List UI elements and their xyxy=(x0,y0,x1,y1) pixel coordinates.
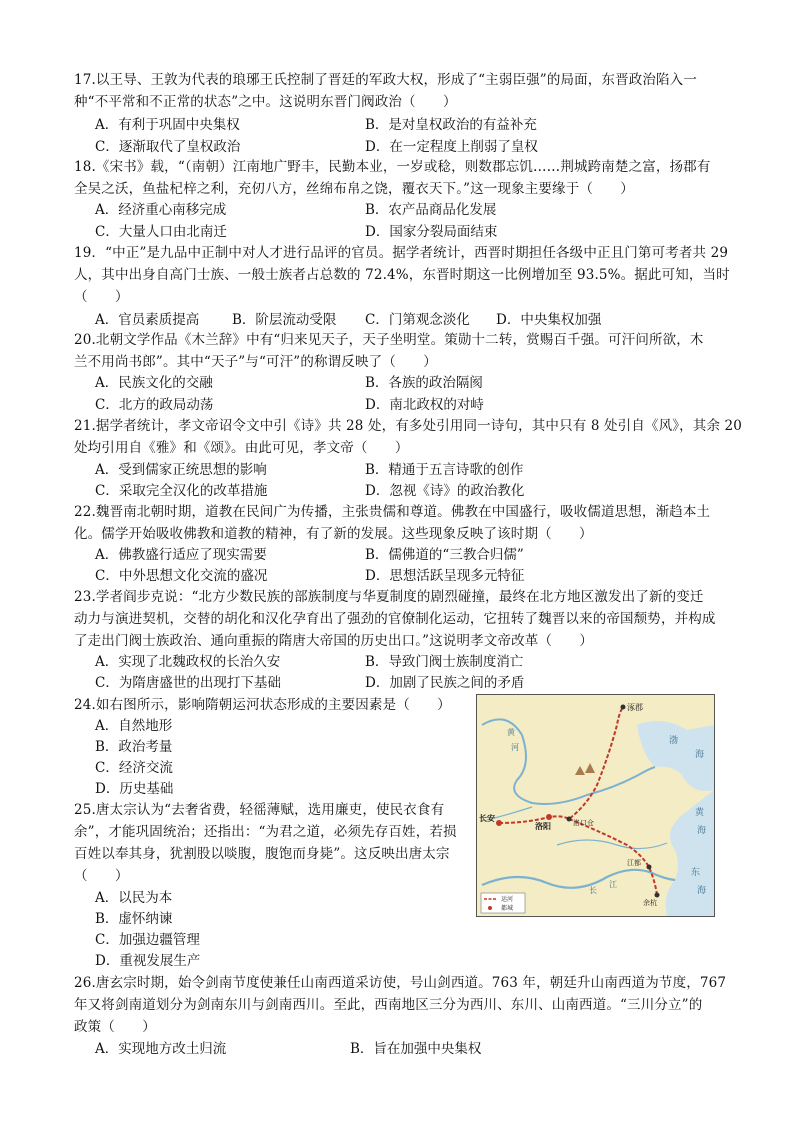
label-hai-3: 海 xyxy=(697,886,707,896)
q18-option-c: C．大量人口由北南迁 xyxy=(95,224,227,240)
label-luoyang: 洛阳 xyxy=(535,822,551,831)
q21-stem-line2: 处均引用自《雅》和《颂》。由此可见，孝文帝（ ） xyxy=(74,440,409,456)
q24-option-a: A．自然地形 xyxy=(95,718,173,734)
q22-option-a: A．佛教盛行适应了现实需要 xyxy=(95,547,267,563)
city-dot-yuhang xyxy=(655,893,660,898)
q21-stem-line1: 21.据学者统计，孝文帝诏令文中引《诗》共 28 处，有多处引用同一诗句，其中只有 8 处引自《风》，其余 20 xyxy=(74,418,743,434)
sui-canal-map xyxy=(476,694,715,917)
label-yuhang: 余杭 xyxy=(643,899,657,907)
q17-option-c: C．逐渐取代了皇权政治 xyxy=(95,139,241,155)
q23-option-a: A．实现了北魏政权的长治久安 xyxy=(95,654,281,670)
city-dot-luokou xyxy=(567,817,572,822)
q23-option-d: D．加剧了民族之间的矛盾 xyxy=(365,675,525,691)
q26-stem-line3: 政策（ ） xyxy=(74,1019,156,1035)
q25-option-c: C．加强边疆管理 xyxy=(95,932,200,948)
q21-option-b: B．精通于五言诗歌的创作 xyxy=(365,462,524,478)
q22-option-c: C．中外思想文化交流的盛况 xyxy=(95,568,268,584)
legend-capital-label: 都城 xyxy=(501,905,514,912)
q26-stem-line2: 年又将剑南道划分为剑南东川与剑南西川。至此，西南地区三分为西川、东川、山南西道。“三川分立”的 xyxy=(74,997,703,1013)
q25-option-b: B．虚怀纳谏 xyxy=(95,911,173,927)
label-he-river: 河 xyxy=(511,743,519,752)
label-dong: 东 xyxy=(691,868,701,878)
map-drawing xyxy=(477,695,714,916)
label-hai-1: 海 xyxy=(695,750,705,760)
q20-stem-line1: 20.北朝文学作品《木兰辞》中有“归来见天子，天子坐明堂。策勋十二转，赏赐百千强。可汗问所欲，木 xyxy=(74,332,704,348)
q20-option-a: A．民族文化的交融 xyxy=(95,375,213,391)
q25-stem-line3: 百姓以奉其身，犹割股以啖腹，腹饱而身毙”。这反映出唐太宗 xyxy=(74,846,450,862)
label-bo: 渤 xyxy=(669,736,679,746)
q22-option-b: B．儒佛道的“三教合归儒” xyxy=(365,547,524,563)
q21-option-a: A．受到儒家正统思想的影响 xyxy=(95,462,267,478)
city-dot-changan xyxy=(496,820,502,826)
q25-stem-line2: 余”，才能巩固统治；还指出：“为君之道，必须先存百姓，若损 xyxy=(74,824,457,840)
q24-option-b: B．政治考量 xyxy=(95,739,173,755)
q26-stem-line1: 26.唐玄宗时期，始令剑南节度使兼任山南西道采访使，号山剑西道。763 年，朝廷升山南西道为节度，767 xyxy=(74,975,727,991)
q20-option-b: B．各族的政治隔阂 xyxy=(365,375,483,391)
city-dot-luoyang xyxy=(546,814,552,820)
q17-option-d: D．在一定程度上削弱了皇权 xyxy=(365,139,538,155)
q17-stem-line1: 17.以王导、王敦为代表的琅琊王氏控制了晋廷的军政大权，形成了“主弱臣强”的局面，东晋政治陷入一 xyxy=(74,72,697,88)
q18-stem-line1: 18.《宋书》载，“（南朝）江南地广野丰，民勤本业，一岁或稔，则数郡忘饥……荆城跨南楚之富，扬郡有 xyxy=(74,159,711,175)
q19-option-c: C．门第观念淡化 xyxy=(365,312,470,328)
q24-stem-line1: 24.如右图所示，影响隋朝运河状态形成的主要因素是（ ） xyxy=(74,697,451,713)
q18-option-d: D．国家分裂局面结束 xyxy=(365,224,498,240)
city-dot-zhuojun xyxy=(621,705,626,710)
q23-stem-line2: 动力与演进契机，交替的胡化和汉化孕育出了强劲的官僚制化运动，它扭转了魏晋以来的帝国颓势，并构成 xyxy=(74,611,716,627)
q23-option-c: C．为隋唐盛世的出现打下基础 xyxy=(95,675,281,691)
q17-option-b: B．是对皇权政治的有益补充 xyxy=(365,117,537,133)
q19-option-d: D．中央集权加强 xyxy=(496,312,602,328)
q17-option-a: A．有利于巩固中央集权 xyxy=(95,117,240,133)
label-luokou: 洛口仓 xyxy=(573,819,594,827)
q23-option-b: B．导致门阀士族制度消亡 xyxy=(365,654,524,670)
q21-option-c: C．采取完全汉化的改革措施 xyxy=(95,483,268,499)
q20-stem-line2: 兰不用尚书郎”。其中“天子”与“可汗”的称谓反映了（ ） xyxy=(74,354,437,370)
q18-option-b: B．农产品商品化发展 xyxy=(365,202,497,218)
q19-stem-line1: 19．“中正”是九品中正制中对人才进行品评的官员。据学者统计，西晋时期担任各级中正且门第可考者共 29 xyxy=(74,245,729,261)
label-chang: 长 xyxy=(589,886,597,895)
q22-option-d: D．思想活跃呈现多元特征 xyxy=(365,568,525,584)
q24-option-c: C．经济交流 xyxy=(95,760,173,776)
q25-stem-line4: （ ） xyxy=(74,868,129,884)
q25-option-d: D．重视发展生产 xyxy=(95,953,201,969)
legend-capital-swatch xyxy=(488,906,492,910)
label-changan: 长安 xyxy=(479,814,495,823)
q22-stem-line1: 22.魏晋南北朝时期，道教在民间广为传播，主张贵儒和尊道。佛教在中国盛行，吸收儒道思想，渐趋本土 xyxy=(74,504,711,520)
label-huang: 黄 xyxy=(695,808,705,818)
q19-option-b: B．阶层流动受限 xyxy=(232,312,337,328)
q19-stem-line2: 人，其中出身自高门士族、一般士族者占总数的 72.4%，东晋时期这一比例增加至 93.5%。据此可知，当时 xyxy=(74,267,730,283)
q17-stem-line2: 种“不平常和不正常的状态”之中。这说明东晋门阀政治（ ） xyxy=(74,94,457,110)
label-zhuojun: 涿郡 xyxy=(627,703,643,712)
q19-stem-line3: （ ） xyxy=(74,289,129,305)
label-jiangdu: 江都 xyxy=(627,859,641,867)
city-dot-jiangdu xyxy=(647,865,652,870)
label-huang-river: 黄 xyxy=(507,728,515,737)
q20-option-d: D．南北政权的对峙 xyxy=(365,397,484,413)
q20-option-c: C．北方的政局动荡 xyxy=(95,397,214,413)
q26-option-a: A．实现地方改土归流 xyxy=(95,1041,227,1057)
q23-stem-line3: 了走出门阀士族政治、通向重振的隋唐大帝国的历史出口。”这说明孝文帝改革（ ） xyxy=(74,633,594,649)
legend-canal-label: 运河 xyxy=(501,896,514,903)
q24-option-d: D．历史基础 xyxy=(95,781,174,797)
q18-stem-line2: 全吴之沃，鱼盐杞梓之利，充仞八方，丝绵布帛之饶，覆衣天下。”这一现象主要缘于（ ） xyxy=(74,181,634,197)
label-jiang: 江 xyxy=(609,880,617,889)
q18-option-a: A．经济重心南移完成 xyxy=(95,202,227,218)
q25-stem-line1: 25.唐太宗认为“去奢省费，轻徭薄赋，选用廉吏，使民衣食有 xyxy=(74,802,445,818)
q19-option-a: A．官员素质提高 xyxy=(95,312,200,328)
q22-stem-line2: 化。儒学开始吸收佛教和道教的精神，有了新的发展。这些现象反映了该时期（ ） xyxy=(74,526,593,542)
label-hai-2: 海 xyxy=(697,826,707,836)
q21-option-d: D．忽视《诗》的政治教化 xyxy=(365,483,525,499)
q25-option-a: A．以民为本 xyxy=(95,890,173,906)
q23-stem-line1: 23.学者阎步克说：“北方少数民族的部族制度与华夏制度的剧烈碰撞，最终在北方地区激发出了新的变迁 xyxy=(74,589,704,605)
q26-option-b: B．旨在加强中央集权 xyxy=(350,1041,482,1057)
